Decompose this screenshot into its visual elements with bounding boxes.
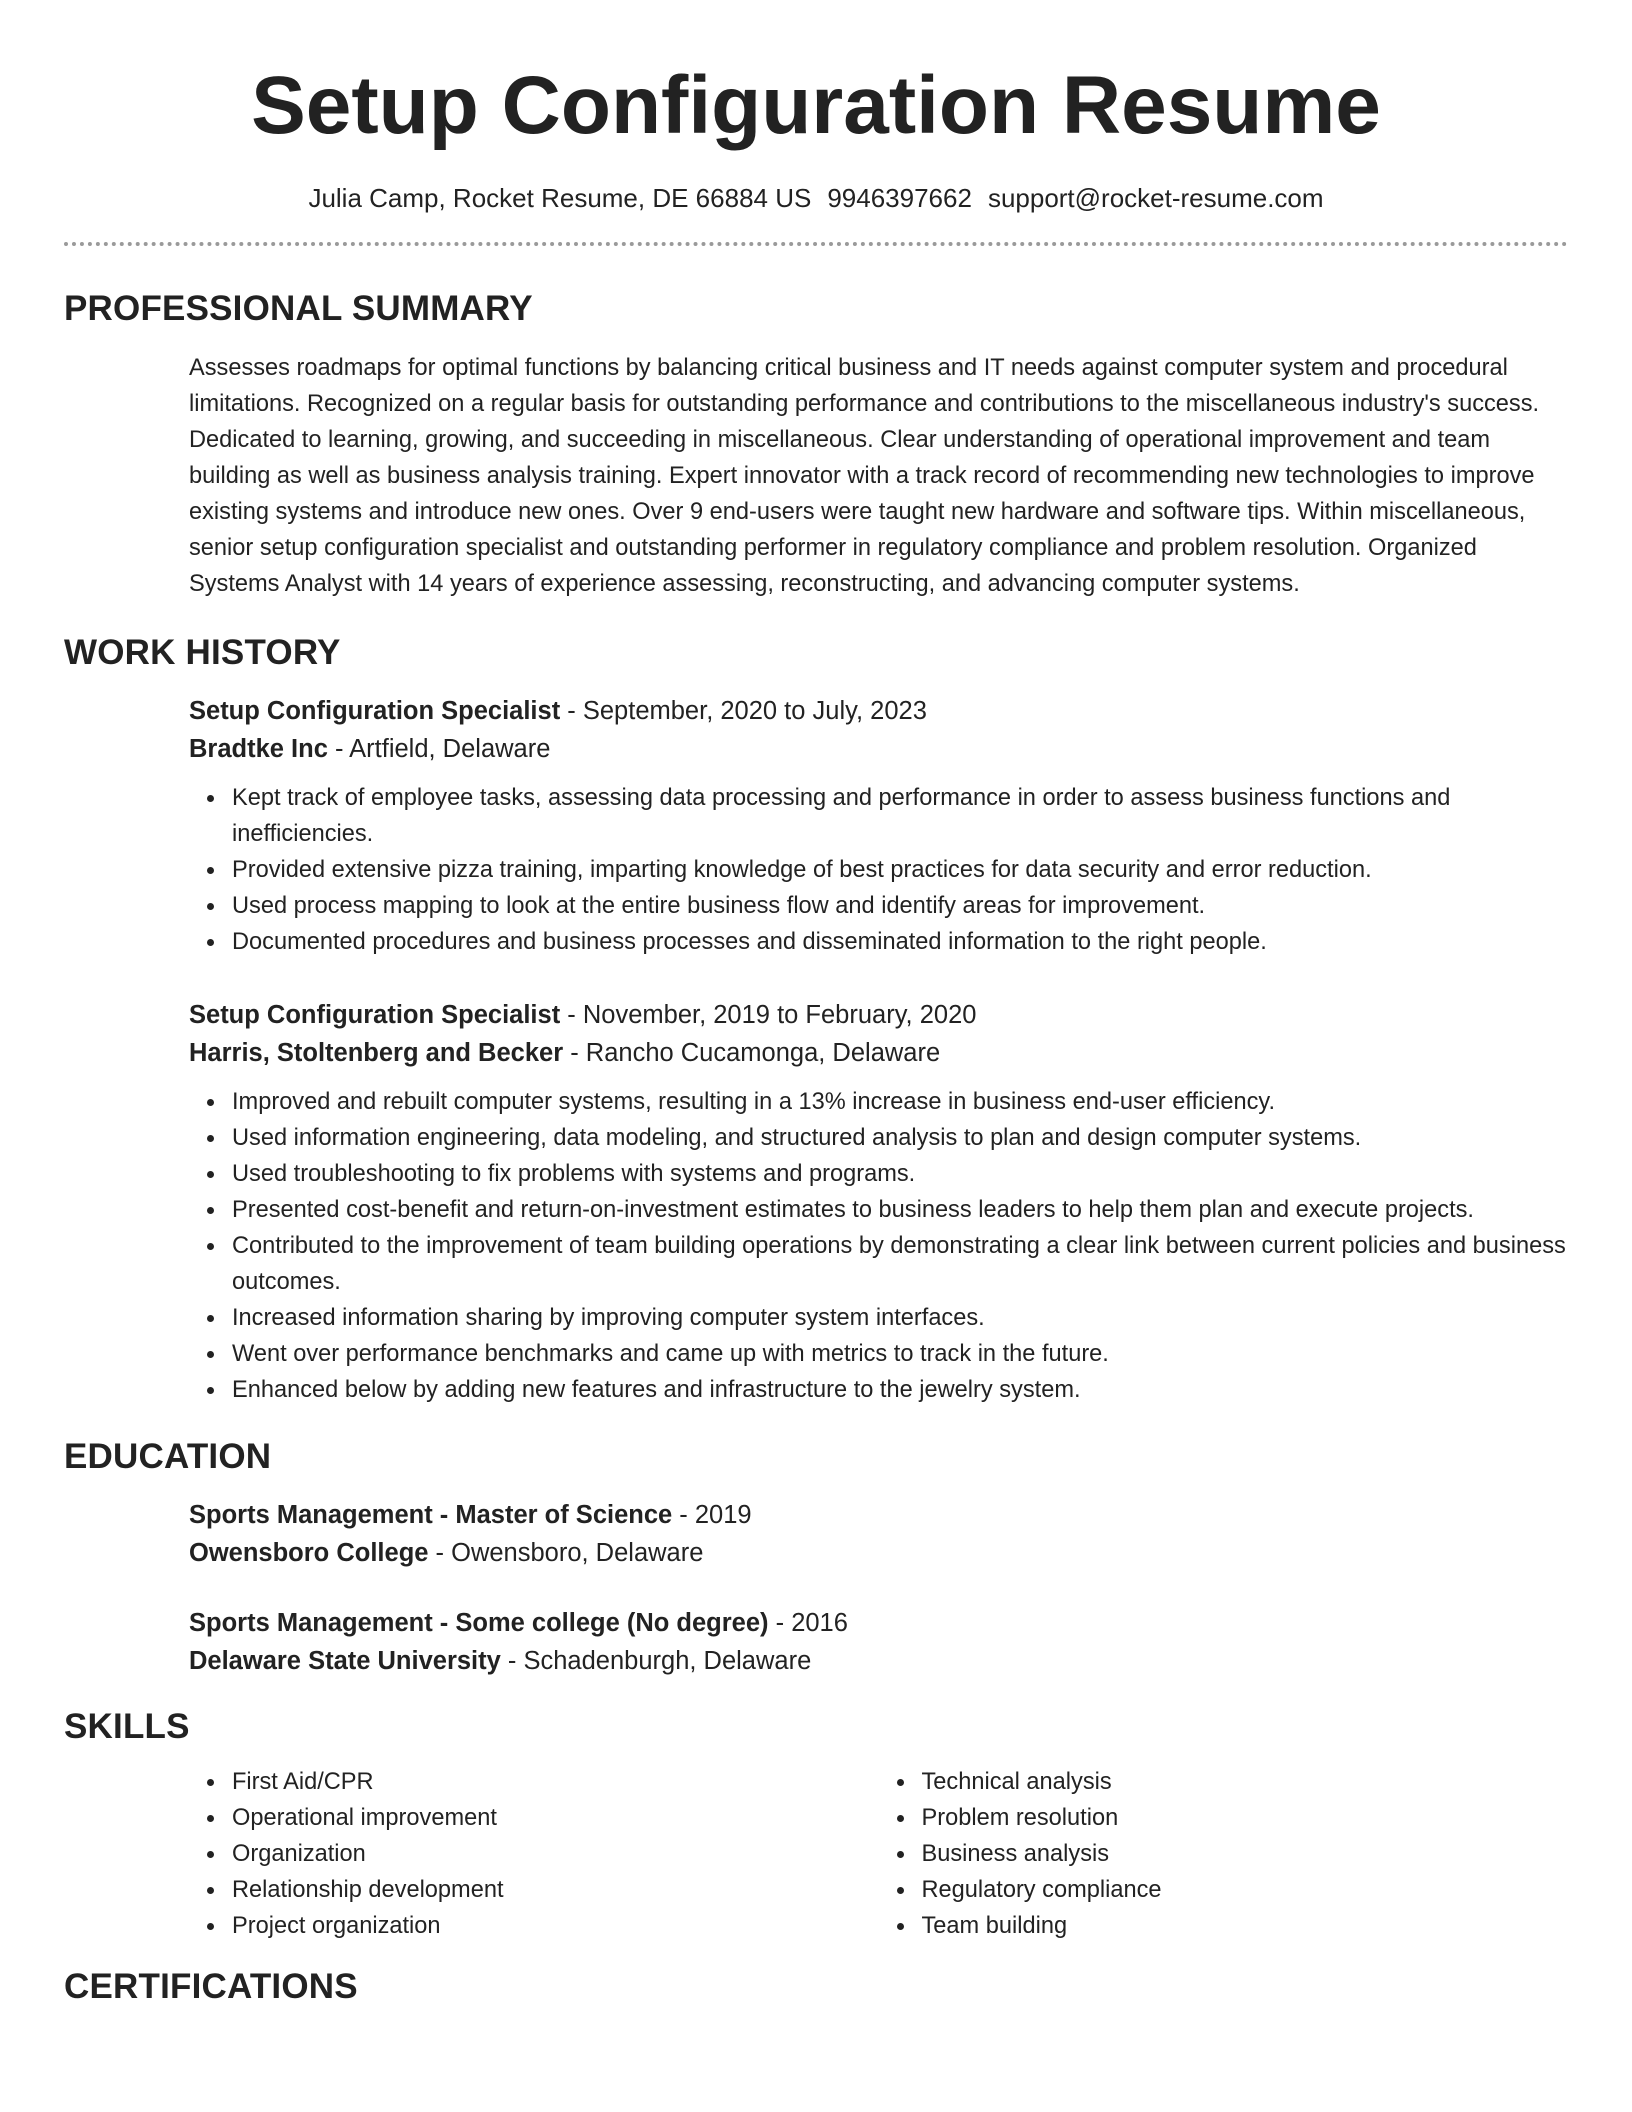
job-entry: [189, 996, 1568, 1408]
job-bullet: Presented cost-benefit and return-on-investment estimates to business leaders to help them plan and execute projects.: [232, 1192, 1568, 1228]
job-dates: - September, 2020 to July, 2023: [560, 697, 927, 725]
job-role-line: [189, 692, 1568, 730]
skills-columns: [189, 1764, 1568, 1944]
header-divider: [64, 242, 1568, 246]
section-title-certifications: CERTIFICATIONS: [64, 1967, 358, 2006]
education-school: Delaware State University: [189, 1647, 501, 1675]
contact-email: support@rocket-resume.com: [987, 183, 1324, 213]
job-title: Setup Configuration Specialist: [189, 697, 561, 725]
job-location: - Artfield, Delaware: [327, 735, 551, 763]
skill-item: Regulatory compliance: [922, 1872, 1569, 1908]
contact-line: [64, 182, 1568, 214]
job-company-line: [189, 730, 1568, 768]
job-bullets: [189, 1084, 1568, 1408]
section-title-work-history: WORK HISTORY: [64, 633, 341, 672]
skill-item: Problem resolution: [922, 1800, 1569, 1836]
job-company: Harris, Stoltenberg and Becker: [189, 1039, 564, 1067]
education-year: - 2019: [672, 1501, 752, 1529]
skills-list-right: [879, 1764, 1569, 1944]
job-location: - Rancho Cucamonga, Delaware: [563, 1039, 941, 1067]
section-title-summary: PROFESSIONAL SUMMARY: [64, 289, 533, 328]
job-bullet: Contributed to the improvement of team building operations by demonstrating a clear link between current policies and business outcomes.: [232, 1228, 1568, 1300]
job-bullet: Used process mapping to look at the entire business flow and identify areas for improvement.: [232, 888, 1568, 924]
job-company-line: [189, 1034, 1568, 1072]
section-title-education: EDUCATION: [64, 1437, 272, 1476]
contact-address: Julia Camp, Rocket Resume, DE 66884 US: [308, 183, 812, 213]
skill-item: Project organization: [232, 1908, 879, 1944]
skill-item: Organization: [232, 1836, 879, 1872]
summary-text: Assesses roadmaps for optimal functions by balancing critical business and IT needs against computer system and procedural limitations. Recognized on a regular basis for outstanding performance and contributions to the miscellaneous industry's success. Dedicated to learning, growing, and succeeding in miscellaneous. Clear understanding of operational improvement and team building as well as business analysis training. Expert innovator with a track record of recommending new technologies to improve existing systems and introduce new ones. Over 9 end-users were taught new hardware and software tips. Within miscellaneous, senior setup configuration specialist and outstanding performer in regulatory compliance and problem resolution. Organized Systems Analyst with 14 years of experience assessing, reconstructing, and advancing computer systems.: [189, 355, 1540, 597]
job-bullets: [189, 780, 1568, 960]
skills-list-left: [189, 1764, 879, 1944]
education-entry: [189, 1604, 1568, 1680]
skill-item: Business analysis: [922, 1836, 1569, 1872]
education-entry: [189, 1496, 1568, 1572]
education-school: Owensboro College: [189, 1539, 429, 1567]
skill-item: Relationship development: [232, 1872, 879, 1908]
skill-item: Technical analysis: [922, 1764, 1569, 1800]
section-title-skills: SKILLS: [64, 1707, 190, 1746]
education-location: - Schadenburgh, Delaware: [500, 1647, 812, 1675]
job-bullet: Increased information sharing by improving computer system interfaces.: [232, 1300, 1568, 1336]
job-bullet: Enhanced below by adding new features and infrastructure to the jewelry system.: [232, 1372, 1568, 1408]
job-bullet: Kept track of employee tasks, assessing data processing and performance in order to assess business functions and inefficiencies.: [232, 780, 1568, 852]
education-degree: Sports Management - Master of Science: [189, 1501, 673, 1529]
skill-item: Team building: [922, 1908, 1569, 1944]
job-bullet: Documented procedures and business processes and disseminated information to the right people.: [232, 924, 1568, 960]
education-degree: Sports Management - Some college (No degree): [189, 1609, 769, 1637]
job-entry: [189, 692, 1568, 960]
job-bullet: Used information engineering, data modeling, and structured analysis to plan and design computer systems.: [232, 1120, 1568, 1156]
job-dates: - November, 2019 to February, 2020: [560, 1001, 977, 1029]
education-location: - Owensboro, Delaware: [428, 1539, 704, 1567]
education-year: - 2016: [768, 1609, 848, 1637]
job-bullet: Went over performance benchmarks and came up with metrics to track in the future.: [232, 1336, 1568, 1372]
contact-phone: 9946397662: [827, 183, 972, 213]
job-role-line: [189, 996, 1568, 1034]
job-bullet: Used troubleshooting to fix problems with systems and programs.: [232, 1156, 1568, 1192]
resume-title: Setup Configuration Resume: [251, 60, 1381, 151]
job-title: Setup Configuration Specialist: [189, 1001, 561, 1029]
job-bullet: Improved and rebuilt computer systems, resulting in a 13% increase in business end-user efficiency.: [232, 1084, 1568, 1120]
education-degree-line: [189, 1496, 1568, 1534]
skill-item: First Aid/CPR: [232, 1764, 879, 1800]
job-bullet: Provided extensive pizza training, imparting knowledge of best practices for data security and error reduction.: [232, 852, 1568, 888]
skill-item: Operational improvement: [232, 1800, 879, 1836]
education-degree-line: [189, 1604, 1568, 1642]
education-school-line: [189, 1642, 1568, 1680]
education-school-line: [189, 1534, 1568, 1572]
job-company: Bradtke Inc: [189, 735, 328, 763]
